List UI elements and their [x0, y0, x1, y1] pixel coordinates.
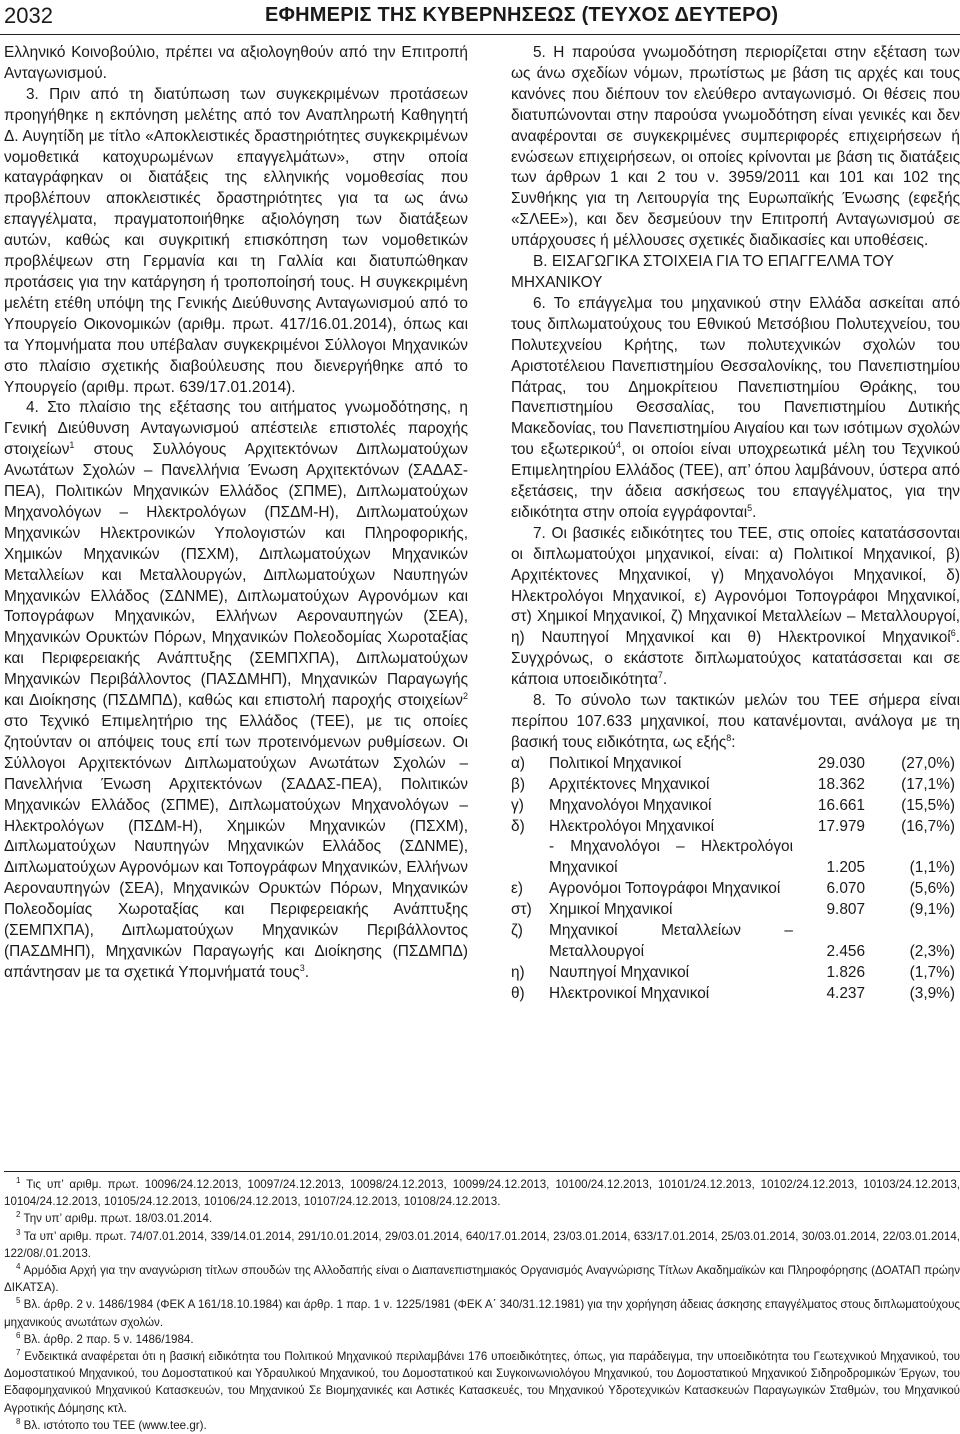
specialty-count: 6.070 — [826, 880, 865, 898]
specialty-letter: ζ) — [511, 922, 523, 940]
specialty-percent: (9,1%) — [909, 901, 955, 919]
page-number: 2032 — [4, 3, 53, 28]
specialty-letter — [511, 837, 549, 879]
footnote-text: Τις υπ’ αριθμ. πρωτ. 10096/24.12.2013, 10097/24.12.2013, 10098/24.12.2013, 10099/24.12.2013, 10100/24.12.2013, 10101/24.12.2013, 10102/24.12.2013, 10103/24.12.2013, 10104/24.12.2013, 10105/24.12.2013, 10106/24.12.2013, 10107/24.12.2013, 10108/24.12.2013. — [4, 1178, 960, 1209]
footnote-number: 8 — [16, 1416, 21, 1426]
specialty-count: 9.807 — [826, 901, 865, 919]
footnote — [4, 1262, 960, 1296]
specialty-percent: (1,1%) — [909, 859, 955, 877]
specialty-percent: (3,9%) — [909, 984, 955, 1002]
specialty-name: - Μηχανολόγοι – Ηλεκτρολόγοι Μηχανικοί — [549, 838, 793, 877]
footnote-ref-3: 3 — [299, 962, 305, 973]
left-column — [4, 43, 468, 984]
footnote — [4, 1228, 960, 1262]
specialty-name: Χημικοί Μηχανικοί — [549, 901, 673, 919]
footnote-ref-1: 1 — [69, 440, 75, 451]
paragraph-6-text-c: . — [752, 503, 757, 521]
specialty-count: 16.661 — [817, 796, 865, 814]
paragraph-4-text-d: . — [304, 963, 309, 981]
footnote — [4, 1331, 960, 1348]
footnote-number: 6 — [16, 1330, 21, 1340]
footnote-ref-6: 6 — [950, 628, 956, 639]
specialty-row — [511, 963, 955, 984]
footnote — [4, 1176, 960, 1210]
specialty-letter: στ) — [511, 901, 532, 919]
paragraph-4-text-b: στους Συλλόγους Αρχιτεκτόνων Διπλωματούχων Ανωτάτων Σχολών – Πανελλήνια Ένωση Αρχιτεκτόνων (ΣΑΔΑΣ-ΠΕΑ), Πολιτικών Μηχανικών Ελλάδος (ΣΠΜΕ), Διπλωματούχων Μηχανολόγων – Ηλεκτρολόγων (ΠΣΔΜ-Η), Διπλωματούχων Μηχανικών Ηλεκτρονικών Υπολογιστών και Πληροφορικής, Χημικών Μηχανικών (ΠΣΧΜ), Διπλωματούχων Μηχανικών Μεταλλείων και Μεταλλουργών, Διπλωματούχων Ναυπηγών Μηχανικών Ελλάδος (ΣΔΝΜΕ), Διπλωματούχων Αγρονόμων και Τοπογράφων Μηχανικών, Ελλήνων Αεροναυπηγών (ΣΕΑ), Μηχανικών Ορυκτών Πόρων, Μηχανικών Πολεοδομίας Χωροταξίας και Περιφερειακής Ανάπτυξης (ΣΕΜΠΧΠΑ), Διπλωματούχων Μηχανικών Περιβάλλοντος (ΠΑΣΔΜΗΠ), Μηχανικών Παραγωγής και Διοίκησης (ΠΣΔΜΠΔ), καθώς και επιστολή παροχής στοιχείων — [4, 441, 468, 710]
paragraph-5: 5. Η παρούσα γνωμοδότηση περιορίζεται στην εξέταση των ως άνω σχεδίων νόμων, πρωτίστως με βάση τις αρχές και τους κανόνες που διέπουν τον ελεύθερο ανταγωνισμό. Οι θέσεις που διατυπώνονται στην παρούσα γνωμοδότηση είναι γενικές και δεν αναφέρονται σε συγκεκριμένες συμπεριφορές επιχειρήσεων ή ενώσεων επιχειρήσεων, οι οποίες κρίνονται με βάση τις διατάξεις των άρθρων 1 και 2 του ν. 3959/2011 και 101 και 102 της Συνθήκης για τη Λειτουργία της Ευρωπαϊκής Ένωσης (εφεξής «ΣΛΕΕ»), και δεν δεσμεύουν την Επιτροπή Ανταγωνισμού σε υπάρχουσες ή μέλλουσες σχετικές διαδικασίες και υποθέσεις. — [511, 44, 960, 250]
paragraph-8-text-b: : — [731, 733, 736, 751]
left-paragraph-1: Ελληνικό Κοινοβούλιο, πρέπει να αξιολογηθούν από την Επιτροπή Ανταγωνισμού. — [4, 44, 468, 82]
specialty-name: Αγρονόμοι Τοπογράφοι Μηχανικοί — [549, 880, 781, 898]
section-heading-b: Β. ΕΙΣΑΓΩΓΙΚΑ ΣΤΟΙΧΕΙΑ ΓΙΑ ΤΟ ΕΠΑΓΓΕΛΜΑ ΤΟΥ ΜΗΧΑΝΙΚΟΥ — [511, 253, 894, 291]
specialty-count: 1.826 — [826, 963, 865, 981]
specialty-letter: η) — [511, 963, 525, 981]
specialty-count: 4.237 — [826, 984, 865, 1002]
specialty-row — [511, 921, 955, 963]
specialty-count: 18.362 — [817, 775, 865, 793]
footnote — [4, 1417, 960, 1434]
specialty-letter: γ) — [511, 796, 524, 814]
specialty-name: Αρχιτέκτονες Μηχανικοί — [549, 775, 710, 793]
footnote-ref-5: 5 — [747, 502, 753, 513]
paragraph-7-text-c: . — [662, 671, 668, 689]
paragraph-4-text-a: 4. Στο πλαίσιο της εξέτασης του αιτήματος γνωμοδότησης, η Γενική Διεύθυνση Ανταγωνισμού απέστειλε επιστολές παροχής στοιχείων — [4, 399, 468, 459]
page-header — [0, 0, 960, 35]
footnote-ref-8: 8 — [726, 732, 732, 743]
footnote-text: Βλ. άρθρ. 2 παρ. 5 ν. 1486/1984. — [20, 1332, 194, 1346]
specialty-percent: (16,7%) — [901, 817, 955, 835]
specialties-table — [511, 754, 955, 1005]
specialty-count: 2.456 — [826, 942, 865, 960]
gazette-title: ΕΦΗΜΕΡΙΣ ΤΗΣ ΚΥΒΕΡΝΗΣΕΩΣ (ΤΕΥΧΟΣ ΔΕΥΤΕΡΟ) — [265, 4, 779, 26]
specialty-row — [511, 817, 955, 838]
right-column — [511, 43, 960, 1005]
specialty-name: Μηχανικοί Μεταλλείων – Μεταλλουργοί — [549, 922, 793, 960]
footnote — [4, 1210, 960, 1227]
specialty-name: Μηχανολόγοι Μηχανικοί — [549, 796, 712, 814]
footnote-text: Την υπ’ αριθμ. πρωτ. 18/03.01.2014. — [20, 1212, 213, 1226]
specialty-percent: (27,0%) — [901, 754, 955, 772]
specialty-letter: α) — [511, 754, 526, 772]
specialty-letter: δ) — [511, 817, 525, 835]
specialty-percent: (1,7%) — [909, 963, 955, 981]
specialty-name: Πολιτικοί Μηχανικοί — [549, 754, 682, 772]
paragraph-6-text-a: 6. Το επάγγελμα του μηχανικού στην Ελλάδα ασκείται από τους διπλωματούχους του Εθνικού Μετσόβιου Πολυτεχνείου, του Πολυτεχνείου Κρήτης, των πολυτεχνικών σχολών του Αριστοτέλειου Πανεπιστημίου Θεσσαλονίκης, του Πανεπιστημίου Πάτρας, του Δημοκρίτειου Πανεπιστημίου Θράκης, του Πανεπιστημίου Θεσσαλίας, του Πανεπιστημίου Δυτικής Μακεδονίας, του Πανεπιστημίου Αιγαίου και των ισότιμων σχολών του εξωτερικού — [511, 294, 960, 459]
paragraph-7 — [511, 524, 960, 691]
footnote-text: Αρμόδια Αρχή για την αναγνώριση τίτλων σπουδών της Αλλοδαπής είναι ο Διαπανεπιστημιακός Οργανισμός Αναγνώρισης Τίτλων Ακαδημαϊκών και Πληροφόρησης (ΔΟΑΤΑΠ πρώην ΔΙΚΑΤΣΑ). — [4, 1264, 960, 1295]
footnote-number: 7 — [16, 1348, 21, 1358]
specialty-row — [511, 837, 955, 879]
specialty-letter: θ) — [511, 984, 525, 1002]
paragraph-3: 3. Πριν από τη διατύπωση των συγκεκριμένων προτάσεων προηγήθηκε η εκπόνηση μελέτης από τον Αναπληρωτή Καθηγητή Δ. Αυγητίδη με τίτλο «Αποκλειστικές δραστηριότητες συγκεκριμένων νομοθετικά κατοχυρωμένων επαγγελμάτων», στην οποία καταγράφηκαν οι διατάξεις της ελληνικής νομοθεσίας που προβλέπουν αποκλειστικές δραστηριότητες για τα ως άνω επαγγέλματα, πραγματοποιήθηκε αξιολόγηση των διατάξεων αυτών, καθώς και συγκριτική επισκόπηση των νομοθετικών προβλέψεων στη Γερμανία και τη Γαλλία και διατυπώθηκαν προτάσεις για την κατάργηση ή τροποποίησή τους. Η συγκεκριμένη μελέτη ετέθη υπόψη της Γενικής Διεύθυνσης Ανταγωνισμού από το Υπουργείο Οικονομικών (αριθμ. πρωτ. 417/16.01.2014), όπως και τα Υπομνήματα που υπέβαλαν συγκεκριμένοι Σύλλογοι Μηχανικών στο πλαίσιο σχετικής διαβούλευσης που διενεργήθηκε από το Υπουργείο (αριθμ. πρωτ. 639/17.01.2014). — [4, 85, 468, 396]
paragraph-8-text-a: 8. Το σύνολο των τακτικών μελών του ΤΕΕ σήμερα είναι περίπου 107.633 μηχανικοί, που κατανέμονται, ανάλογα με τη βασική τους ειδικότητα, ως εξής — [511, 692, 960, 751]
paragraph-8 — [511, 691, 960, 754]
paragraph-4 — [4, 398, 468, 983]
specialty-percent: (5,6%) — [909, 880, 955, 898]
specialty-letter: ε) — [511, 880, 523, 898]
footnote-number: 4 — [16, 1262, 21, 1272]
specialty-count: 1.205 — [826, 859, 865, 877]
specialty-row — [511, 796, 955, 817]
specialty-count: 17.979 — [817, 817, 865, 835]
footnote-ref-2: 2 — [462, 690, 468, 701]
specialty-name: Ηλεκτρονικοί Μηχανικοί — [549, 984, 710, 1002]
specialty-name: Ναυπηγοί Μηχανικοί — [549, 963, 690, 981]
footnote-text: Ενδεικτικά αναφέρεται ότι η βασική ειδικότητα του Πολιτικού Μηχανικού περιλαμβάνει 176 υποειδικότητες, όπως, για παράδειγμα, την υποειδικότητα του Γεωτεχνικού Μηχανικού, του Δομοστατικού Μηχανικού, του Δομοστατικού και Υδραυλικού Μηχανικού, του Δομοστατικού και Συγκοινωνιολόγου Μηχανικού, του Δομοστατικού Μηχανικού Σιδηροδρομικών Έργων, του Εδαφομηχανικού Μηχανικού Κατασκευών, του Μηχανικού Σε Βιομηχανικές και Αστικές Κατασκευές, του Μηχανικού Υδροτεχνικών Κατασκευών Παραγωγικών Σταθμών, του Μηχανικού Αγροτικής Δόμησης κτλ. — [4, 1350, 960, 1415]
specialty-percent: (2,3%) — [909, 942, 955, 960]
paragraph-7-text-a: 7. Οι βασικές ειδικότητες του ΤΕΕ, στις οποίες κατατάσσονται οι διπλωματούχοι μηχανικοί, είναι: α) Πολιτικοί Μηχανικοί, β) Αρχιτέκτονες Μηχανικοί, γ) Μηχανολόγοι Μηχανικοί, δ) Ηλεκτρολόγοι Μηχανικοί, ε) Αγρονόμοι Τοπογράφοι Μηχανικοί, στ) Χημικοί Μηχανικοί, ζ) Μηχανικοί Μεταλλείων – Μεταλλουργοί, η) Ναυπηγοί Μηχανικοί και θ) Ηλεκτρονικοί Μηχανικοί — [511, 524, 960, 647]
footnote — [4, 1296, 960, 1330]
specialty-name: Ηλεκτρολόγοι Μηχανικοί — [549, 817, 714, 835]
footnote-number: 5 — [16, 1296, 21, 1306]
specialty-letter: β) — [511, 775, 525, 793]
specialty-row — [511, 879, 955, 900]
specialty-row — [511, 900, 955, 921]
paragraph-6-text-b: , οι οποίοι είναι υποχρεωτικά μέλη του Τεχνικού Επιμελητηρίου Ελλάδος (ΤΕΕ), απ’ όπου λαμβάνουν, ύστερα από εξετάσεις, την άδεια ασκήσεως του επαγγέλματος, για την ειδικότητα στην οποία εγγράφονται — [511, 441, 960, 521]
specialty-count: 29.030 — [817, 754, 865, 772]
footnote-text: Βλ. ιστότοπο του ΤΕΕ (www.tee.gr). — [20, 1418, 207, 1432]
footnote-number: 2 — [16, 1210, 21, 1220]
footnote-text: Τα υπ’ αριθμ. πρωτ. 74/07.01.2014, 339/14.01.2014, 291/10.01.2014, 29/03.01.2014, 640/17.01.2014, 23/03.01.2014, 633/17.01.2014, 25/03.01.2014, 30/03.01.2014, 22/03.01.2014, 122/08/.01.2013. — [4, 1229, 960, 1260]
paragraph-6 — [511, 294, 960, 524]
footnotes — [4, 1171, 960, 1434]
paragraph-4-text-c: στο Τεχνικό Επιμελητήριο της Ελλάδος (ΤΕΕ), με τις οποίες ζητούνταν οι απόψεις τους επί των προτεινόμενων ρυθμίσεων. Οι Σύλλογοι Αρχιτεκτόνων Διπλωματούχων Ανωτάτων Σχολών – Πανελλήνια Ένωση Αρχιτεκτόνων (ΣΑΔΑΣ-ΠΕΑ), Πολιτικών Μηχανικών Ελλάδος (ΣΠΜΕ), Διπλωματούχων Μηχανολόγων – Ηλεκτρολόγων (ΠΣΔΜ-Η), Χημικών Μηχανικών (ΠΣΧΜ), Διπλωματούχων Ναυπηγών Μηχανικών Ελλάδος (ΣΔΝΜΕ), Διπλωματούχων Αγρονόμων και Τοπογράφων Μηχανικών, Ελλήνων Αεροναυπηγών (ΣΕΑ), Μηχανικών Ορυκτών Πόρων, Μηχανικών Πολεοδομίας Χωροταξίας και Περιφερειακής Ανάπτυξης (ΣΕΜΠΧΠΑ), Διπλωματούχων Μηχανικών Περιβάλλοντος (ΠΑΣΔΜΗΠ), Μηχανικών Παραγωγής και Διοίκησης (ΠΣΔΜΠΔ) απάντησαν με τα σχετικά Υπομνήματά τους — [4, 713, 468, 981]
paragraph-7-text-b: . Συγχρόνως, ο εκάστοτε διπλωματούχος κατατάσσεται και σε κάποια υποειδικότητα — [511, 629, 960, 689]
footnote-number: 1 — [16, 1176, 21, 1186]
footnote-text: Βλ. άρθρ. 2 ν. 1486/1984 (ΦΕΚ Α 161/18.10.1984) και άρθρ. 1 παρ. 1 ν. 1225/1981 (ΦΕΚ Α΄ 340/31.12.1981) για την χορήγηση άδειας άσκησης επαγγέλματος στους διπλωματούχους μηχανικούς ανωτάτων σχολών. — [4, 1298, 960, 1329]
specialty-percent: (15,5%) — [901, 796, 955, 814]
footnote — [4, 1348, 960, 1417]
footnote-number: 3 — [16, 1227, 21, 1237]
specialty-row — [511, 984, 955, 1005]
footnote-ref-7: 7 — [657, 670, 663, 681]
specialty-percent: (17,1%) — [901, 775, 955, 793]
specialty-row — [511, 754, 955, 775]
specialty-row — [511, 775, 955, 796]
footnote-ref-4: 4 — [615, 440, 621, 451]
